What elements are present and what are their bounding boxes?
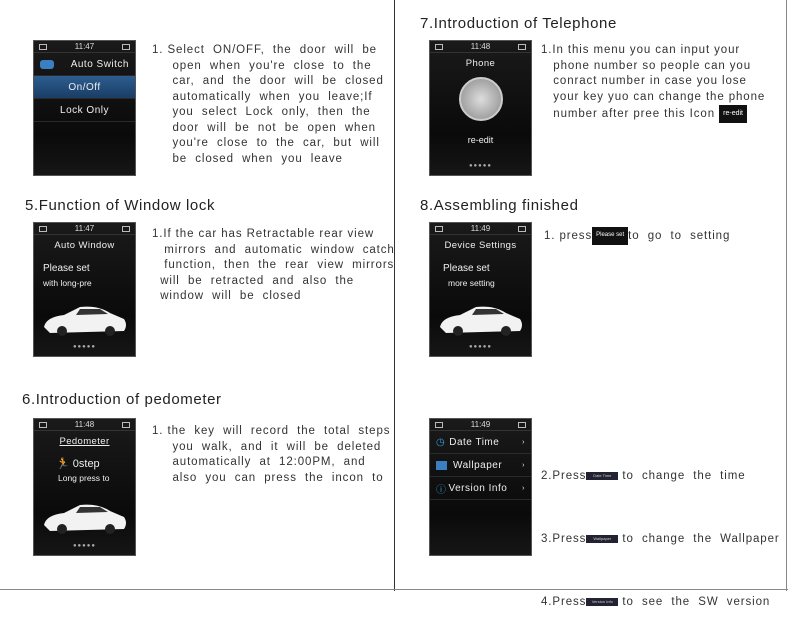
settings-description [541, 424, 780, 634]
screen-auto-window [33, 222, 136, 357]
heading-telephone: 7.Introduction of Telephone [420, 15, 617, 32]
item-label: Wallpaper [453, 459, 503, 471]
item-label: Version Info [448, 482, 508, 494]
please-set-label: Please set [43, 263, 90, 274]
re-edit-inline-button: re-edit [719, 105, 747, 123]
clock: 11:48 [470, 42, 491, 51]
re-edit-button[interactable]: re-edit [467, 135, 494, 145]
walker-icon: 🏃 [56, 458, 70, 470]
text-post: to change the time [622, 470, 746, 482]
hint-label: Long press to [58, 473, 110, 483]
hint-label: more setting [448, 278, 495, 288]
text-pre: 4.Press [541, 596, 587, 608]
screen-settings-menu [429, 418, 532, 556]
screen-auto-switch [33, 40, 136, 176]
page-dots: ●●●●● [468, 163, 493, 169]
lock-icon [435, 44, 443, 50]
text-post: to see the SW version [622, 596, 771, 608]
contact-avatar-icon [459, 77, 503, 121]
clock: 11:48 [74, 420, 95, 429]
battery-icon [122, 44, 130, 50]
pedometer-description: 1. the key will record the total steps you walk, and it will be deleted automatically at 12:00PM, and also you can press the incon to [152, 425, 391, 484]
screen-title: Phone [465, 58, 496, 69]
battery-icon [518, 44, 526, 50]
instruction-wallpaper [541, 529, 780, 550]
hint-label: with long-pre [43, 278, 92, 288]
screen-phone [429, 40, 532, 176]
battery-icon [518, 422, 526, 428]
date-time-inline-button: Date Time [586, 472, 618, 480]
step-count: 0step [72, 458, 100, 470]
car-image [40, 301, 130, 339]
lock-icon [435, 226, 443, 232]
screen-device-settings [429, 222, 532, 357]
lock-icon [39, 226, 47, 232]
text-pre: 2.Press [541, 470, 587, 482]
telephone-text: 1.In this menu you can input your phone number so people can you conract number in case you lose your key yuo can change the phone number after pree this Icon [541, 44, 766, 120]
screen-title: Pedometer [59, 436, 110, 447]
battery-icon [518, 226, 526, 232]
item-label: On/Off [68, 81, 101, 93]
screen-pedometer [33, 418, 136, 556]
clock: 11:49 [470, 420, 491, 429]
heading-pedometer: 6.Introduction of pedometer [22, 391, 222, 408]
telephone-description [541, 43, 765, 123]
lock-icon [39, 44, 47, 50]
menu-item-lock-only[interactable] [34, 99, 135, 122]
text-post: to change the Wallpaper [622, 533, 780, 545]
please-set-inline-button: Please set [592, 227, 628, 245]
text-post: to go to setting [628, 229, 731, 242]
text-pre: 1. press [544, 229, 593, 242]
page-dots: ●●●●● [72, 344, 97, 350]
auto-switch-description: 1. Select ON/OFF, the door will be open when you're close to the car, and the door will be closed automatically when you leave;If you select Lock only, then the door will be not be open when you're close to the car, but will be closed when you leave [152, 44, 384, 165]
car-image [436, 301, 526, 339]
page-dots: ●●●●● [72, 543, 97, 549]
clock: 11:49 [470, 224, 491, 233]
please-set-label: Please set [443, 263, 490, 274]
clock: 11:47 [74, 42, 95, 51]
page-dots: ●●●●● [468, 344, 493, 350]
instruction-date-time [541, 466, 780, 487]
menu-item-date-time[interactable]: ◷ Date Time › [430, 431, 531, 454]
menu-item-wallpaper[interactable]: Wallpaper › [430, 454, 531, 477]
version-info-inline-button: Version Info [586, 598, 618, 606]
heading-assembling: 8.Assembling finished [420, 197, 579, 214]
menu-item-version-info[interactable]: ⓘ Version Info › [430, 477, 531, 500]
clock-icon: ◷ [436, 436, 446, 448]
right-border [786, 0, 787, 591]
item-label: Date Time [449, 436, 500, 448]
lock-icon [435, 422, 443, 428]
wallpaper-inline-button: Wallpaper [586, 535, 618, 543]
item-label: Lock Only [60, 104, 109, 116]
instruction-version [541, 592, 780, 613]
car-image [40, 499, 130, 537]
window-lock-description: 1.If the car has Retractable rear view mirrors and automatic window catch function, then the rear view mirrors will be retracted and also the window will be closed [152, 228, 395, 302]
info-icon: ⓘ [436, 484, 447, 496]
heading-window-lock: 5.Function of Window lock [25, 197, 216, 214]
picture-icon [436, 461, 447, 470]
battery-icon [122, 226, 130, 232]
screen-title: Auto Window [54, 240, 115, 251]
menu-item-on-off[interactable] [34, 76, 135, 99]
battery-icon [122, 422, 130, 428]
lock-icon [39, 422, 47, 428]
screen-title: Auto Switch [70, 58, 129, 70]
assembling-description [544, 227, 730, 245]
switch-icon [40, 60, 54, 69]
screen-title: Device Settings [444, 240, 517, 251]
clock: 11:47 [74, 224, 95, 233]
text-pre: 3.Press [541, 533, 587, 545]
